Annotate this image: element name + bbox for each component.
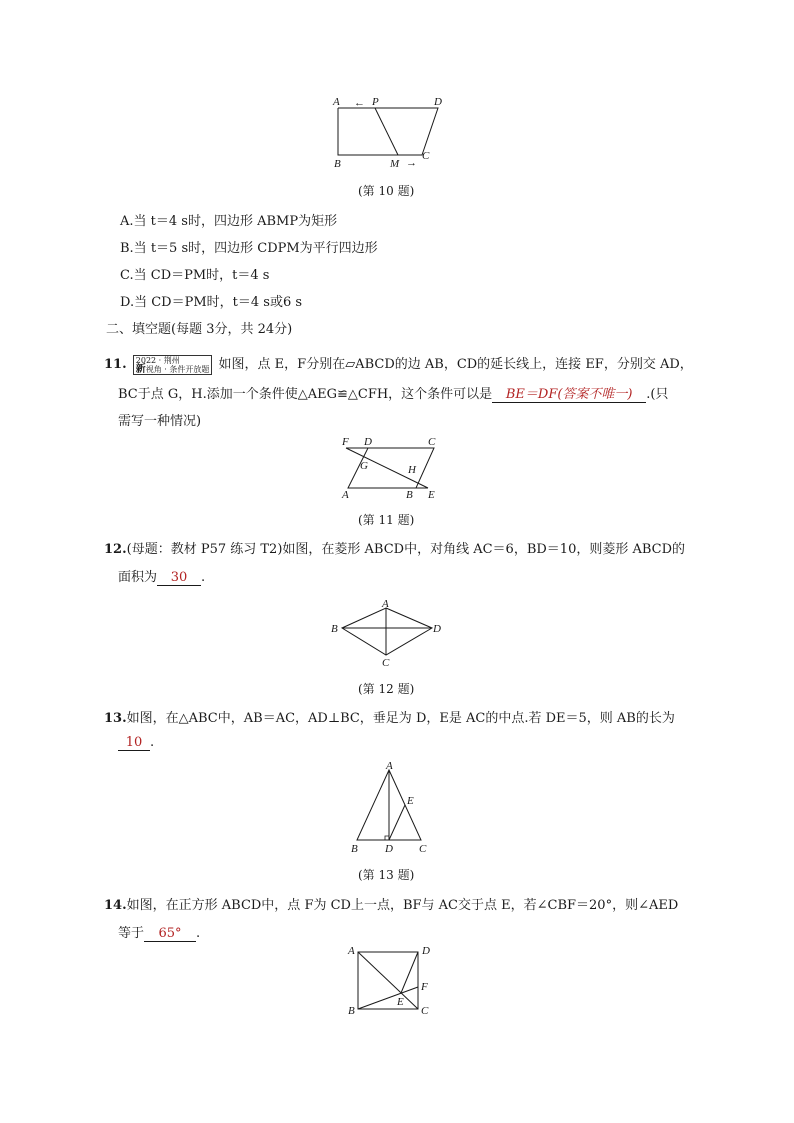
q14-label-E: E — [397, 996, 404, 1008]
q11-text1: 如图，点 E，F分别在▱ABCD的边 AB，CD的延长线上，连接 EF，分别交 AD， — [218, 357, 693, 372]
q10-label-P: P — [372, 96, 379, 108]
q14-label-A: A — [348, 945, 355, 957]
q12-line1 — [104, 538, 685, 557]
q10-caption: (第 10 题) — [358, 184, 415, 198]
q12-label-B: B — [331, 623, 338, 635]
q10-label-D: D — [434, 96, 442, 108]
q12-label-C: C — [382, 657, 390, 669]
q11-text2b: .(只 — [646, 387, 669, 402]
q10-option-d: D.当 CD＝PM时，t＝4 s或6 s — [120, 295, 303, 310]
q13-label-E: E — [407, 795, 414, 807]
q13-diagram — [345, 758, 435, 858]
q13-line1 — [104, 707, 675, 726]
q11-label-H: H — [408, 464, 416, 476]
q14-label-C: C — [421, 1005, 429, 1017]
q14-label-D: D — [422, 945, 430, 957]
q13-figure — [345, 758, 435, 858]
q10-arrow-left: ← — [354, 97, 365, 109]
q10-label-C: C — [422, 150, 430, 162]
q11-label-E: E — [428, 489, 435, 501]
q12-answer-blank — [157, 570, 201, 586]
q14-text2b: . — [196, 926, 201, 941]
q14-text1: 如图，在正方形 ABCD中，点 F为 CD上一点，BF与 AC交于点 E，若∠CBF＝20°，则∠AED — [126, 898, 679, 913]
q11-line2 — [118, 383, 668, 403]
q11-number: 11. — [104, 357, 127, 372]
q12-number: 12. — [104, 542, 127, 557]
q12-label-A: A — [382, 598, 389, 610]
q11-badge-sub: 视角 · 条件开放题 — [145, 364, 210, 374]
q12-answer: 30 — [170, 570, 188, 585]
q13-line2 — [118, 735, 154, 751]
q11-diagram — [338, 432, 448, 502]
q13-label-B: B — [351, 843, 358, 855]
q14-label-F: F — [421, 981, 428, 993]
q14-answer-blank — [144, 926, 196, 942]
q11-label-B: B — [406, 489, 413, 501]
q12-label-D: D — [433, 623, 441, 635]
q10-diagram — [330, 92, 450, 172]
q14-number: 14. — [104, 898, 127, 913]
q11-label-D: D — [364, 436, 372, 448]
q10-label-A: A — [333, 96, 340, 108]
q14-text2a: 等于 — [118, 926, 145, 941]
q13-label-D: D — [385, 843, 393, 855]
q13-label-A: A — [386, 760, 393, 772]
q12-figure — [330, 598, 445, 670]
q12-line2 — [118, 566, 205, 586]
q13-caption: (第 13 题) — [358, 868, 415, 882]
q10-option-a: A.当 t＝4 s时，四边形 ABMP为矩形 — [120, 214, 338, 229]
q11-label-A: A — [342, 489, 349, 501]
q14-line2 — [118, 922, 200, 942]
section-heading: 二、填空题(每题 3分，共 24分) — [106, 322, 293, 337]
q12-text2b: . — [201, 570, 206, 585]
q13-label-C: C — [419, 843, 427, 855]
q11-answer: BE＝DF(答案不唯一) — [505, 387, 633, 402]
q11-text2a: BC于点 G，H.添加一个条件使△AEG≌△CFH，这个条件可以是 — [118, 387, 493, 402]
q14-answer: 65° — [158, 926, 182, 941]
q11-label-G: G — [360, 460, 368, 472]
q12-text1: (母题：教材 P57 练习 T2)如图，在菱形 ABCD中，对角线 AC＝6，BD＝10，则菱形 ABCD的 — [126, 542, 686, 557]
q14-line1 — [104, 894, 678, 913]
q11-figure — [338, 432, 448, 502]
q13-answer: 10 — [125, 735, 143, 750]
q14-diagram — [342, 940, 442, 1020]
q10-figure — [330, 92, 450, 172]
q12-diagram — [330, 598, 445, 670]
q11-label-F: F — [342, 436, 349, 448]
q14-figure — [342, 940, 442, 1020]
q11-badge-main: 新 — [135, 363, 146, 375]
q12-caption: (第 12 题) — [358, 682, 415, 696]
q11-badge — [133, 355, 213, 375]
q12-text2a: 面积为 — [118, 570, 158, 585]
q13-text1: 如图，在△ABC中，AB＝AC，AD⊥BC，垂足为 D，E是 AC的中点.若 DE＝5，则 AB的长为 — [126, 711, 675, 726]
q11-text3: 需写一种情况) — [118, 414, 202, 429]
q11-label-C: C — [428, 436, 436, 448]
q10-option-c: C.当 CD＝PM时，t＝4 s — [120, 268, 270, 283]
q11-answer-blank — [492, 383, 646, 403]
q13-number: 13. — [104, 711, 127, 726]
q11-line1 — [104, 353, 693, 375]
q10-option-b: B.当 t＝5 s时，四边形 CDPM为平行四边形 — [120, 241, 378, 256]
q13-text2b: . — [150, 735, 155, 750]
q10-label-M: M — [390, 158, 400, 170]
q11-caption: (第 11 题) — [358, 513, 415, 527]
q10-arrow-right: → — [406, 157, 417, 169]
q14-label-B: B — [348, 1005, 355, 1017]
q10-label-B: B — [334, 158, 341, 170]
q13-answer-blank — [118, 735, 150, 751]
q11-badge-top: 2022 · 荆州 — [135, 355, 180, 365]
